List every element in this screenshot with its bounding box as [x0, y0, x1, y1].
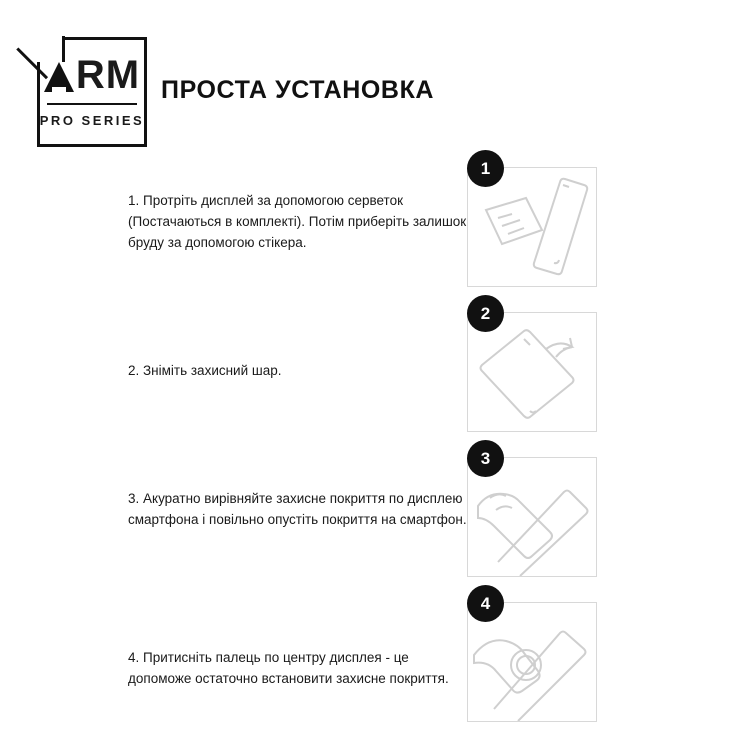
page-title: ПРОСТА УСТАНОВКА: [161, 76, 435, 104]
step-4-badge: 4: [467, 585, 504, 622]
logo-brand-text: RM: [75, 53, 141, 97]
logo-a-triangle-icon: [44, 60, 74, 94]
step-1-text: 1. Протріть дисплей за допомогою серветок (Постачаються в комплекті). Потім приберіть залишок бруду за допомогою стікера.: [128, 193, 467, 250]
step-2-badge: 2: [467, 295, 504, 332]
step-4-text: 4. Притисніть палець по центру дисплея - це допоможе остаточно встановити захисне покриття.: [128, 650, 449, 686]
brand-logo: [37, 37, 147, 147]
step-2-text: 2. Зніміть захисний шар.: [128, 363, 282, 378]
logo-subtitle: PRO SERIES: [39, 113, 145, 128]
logo-wordmark: [37, 55, 147, 95]
step-1-badge: 1: [467, 150, 504, 187]
step-3-text: 3. Акуратно вирівняйте захисне покриття по дисплею смартфона і повільно опустіть покриття на смартфон.: [128, 491, 467, 527]
step-3-badge: 3: [467, 440, 504, 477]
logo-divider: [47, 103, 137, 105]
